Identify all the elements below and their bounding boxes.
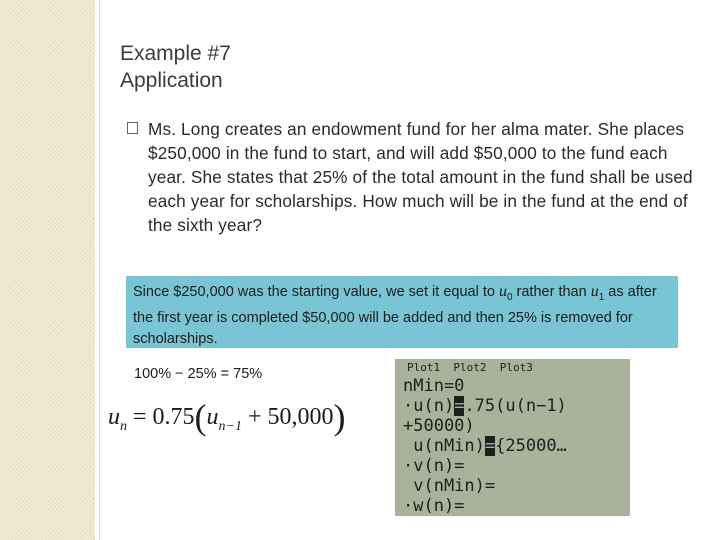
recursive-formula xyxy=(108,397,346,437)
formula-equals: = 0.75 xyxy=(133,404,195,430)
problem-text: Ms. Long creates an endowment fund for her alma mater. She places $250,000 in the fund to start, and will add $50,000 to the fund each year. She states that 25% of the total amount in the fund shall be used each year for scholarships. How much will be in the fund at the end of the sixth year? xyxy=(148,119,693,235)
formula-sub-n: n xyxy=(120,418,127,434)
formula-u-inner: u xyxy=(206,404,219,430)
bullet-box-icon xyxy=(127,122,138,134)
calculator-equals-cursor: = xyxy=(454,396,465,416)
callout-var-u0: u xyxy=(498,283,507,300)
formula-u: u xyxy=(108,404,120,430)
callout-sub-1: 1 xyxy=(598,291,605,303)
callout-text-1: Since $250,000 was the starting value, we set it equal to xyxy=(133,284,499,300)
calculator-line: nMin=0 xyxy=(403,376,465,396)
calculator-screen xyxy=(395,359,630,516)
formula-close-paren: ) xyxy=(333,397,346,437)
decorative-sidebar xyxy=(0,0,95,540)
calculator-line: u(nMin)={25000… xyxy=(403,436,567,456)
sidebar-divider-line xyxy=(99,0,100,540)
calculator-equals-cursor: = xyxy=(484,436,496,456)
title-line-2: Application xyxy=(120,69,223,92)
calculator-line: ·v(n)= xyxy=(403,456,465,476)
title-line-1: Example #7 xyxy=(120,42,231,65)
callout-text-3: as after the first year is completed $50,000 will be added and then 25% is removed for scholarships. xyxy=(133,284,657,347)
formula-open-paren: ( xyxy=(194,397,207,437)
calculator-plot-header: Plot1 Plot2 Plot3 xyxy=(407,361,533,374)
callout-text-2: rather than xyxy=(512,284,591,300)
percent-calculation: 100% − 25% = 75% xyxy=(134,366,263,382)
calculator-line: +50000) xyxy=(403,416,475,436)
formula-plus: + 50,000 xyxy=(242,404,334,430)
slide-title xyxy=(120,40,231,94)
explanation-callout xyxy=(126,276,678,348)
calculator-line: v(nMin)= xyxy=(403,476,496,496)
formula-sub-n-minus-1: n−1 xyxy=(218,418,242,434)
calculator-line: ·w(n)= xyxy=(403,496,465,516)
callout-var-u1: u xyxy=(590,283,599,300)
callout-sub-0: 0 xyxy=(506,291,513,303)
calculator-line: ·u(n)=.75(u(n−1) xyxy=(403,396,567,416)
